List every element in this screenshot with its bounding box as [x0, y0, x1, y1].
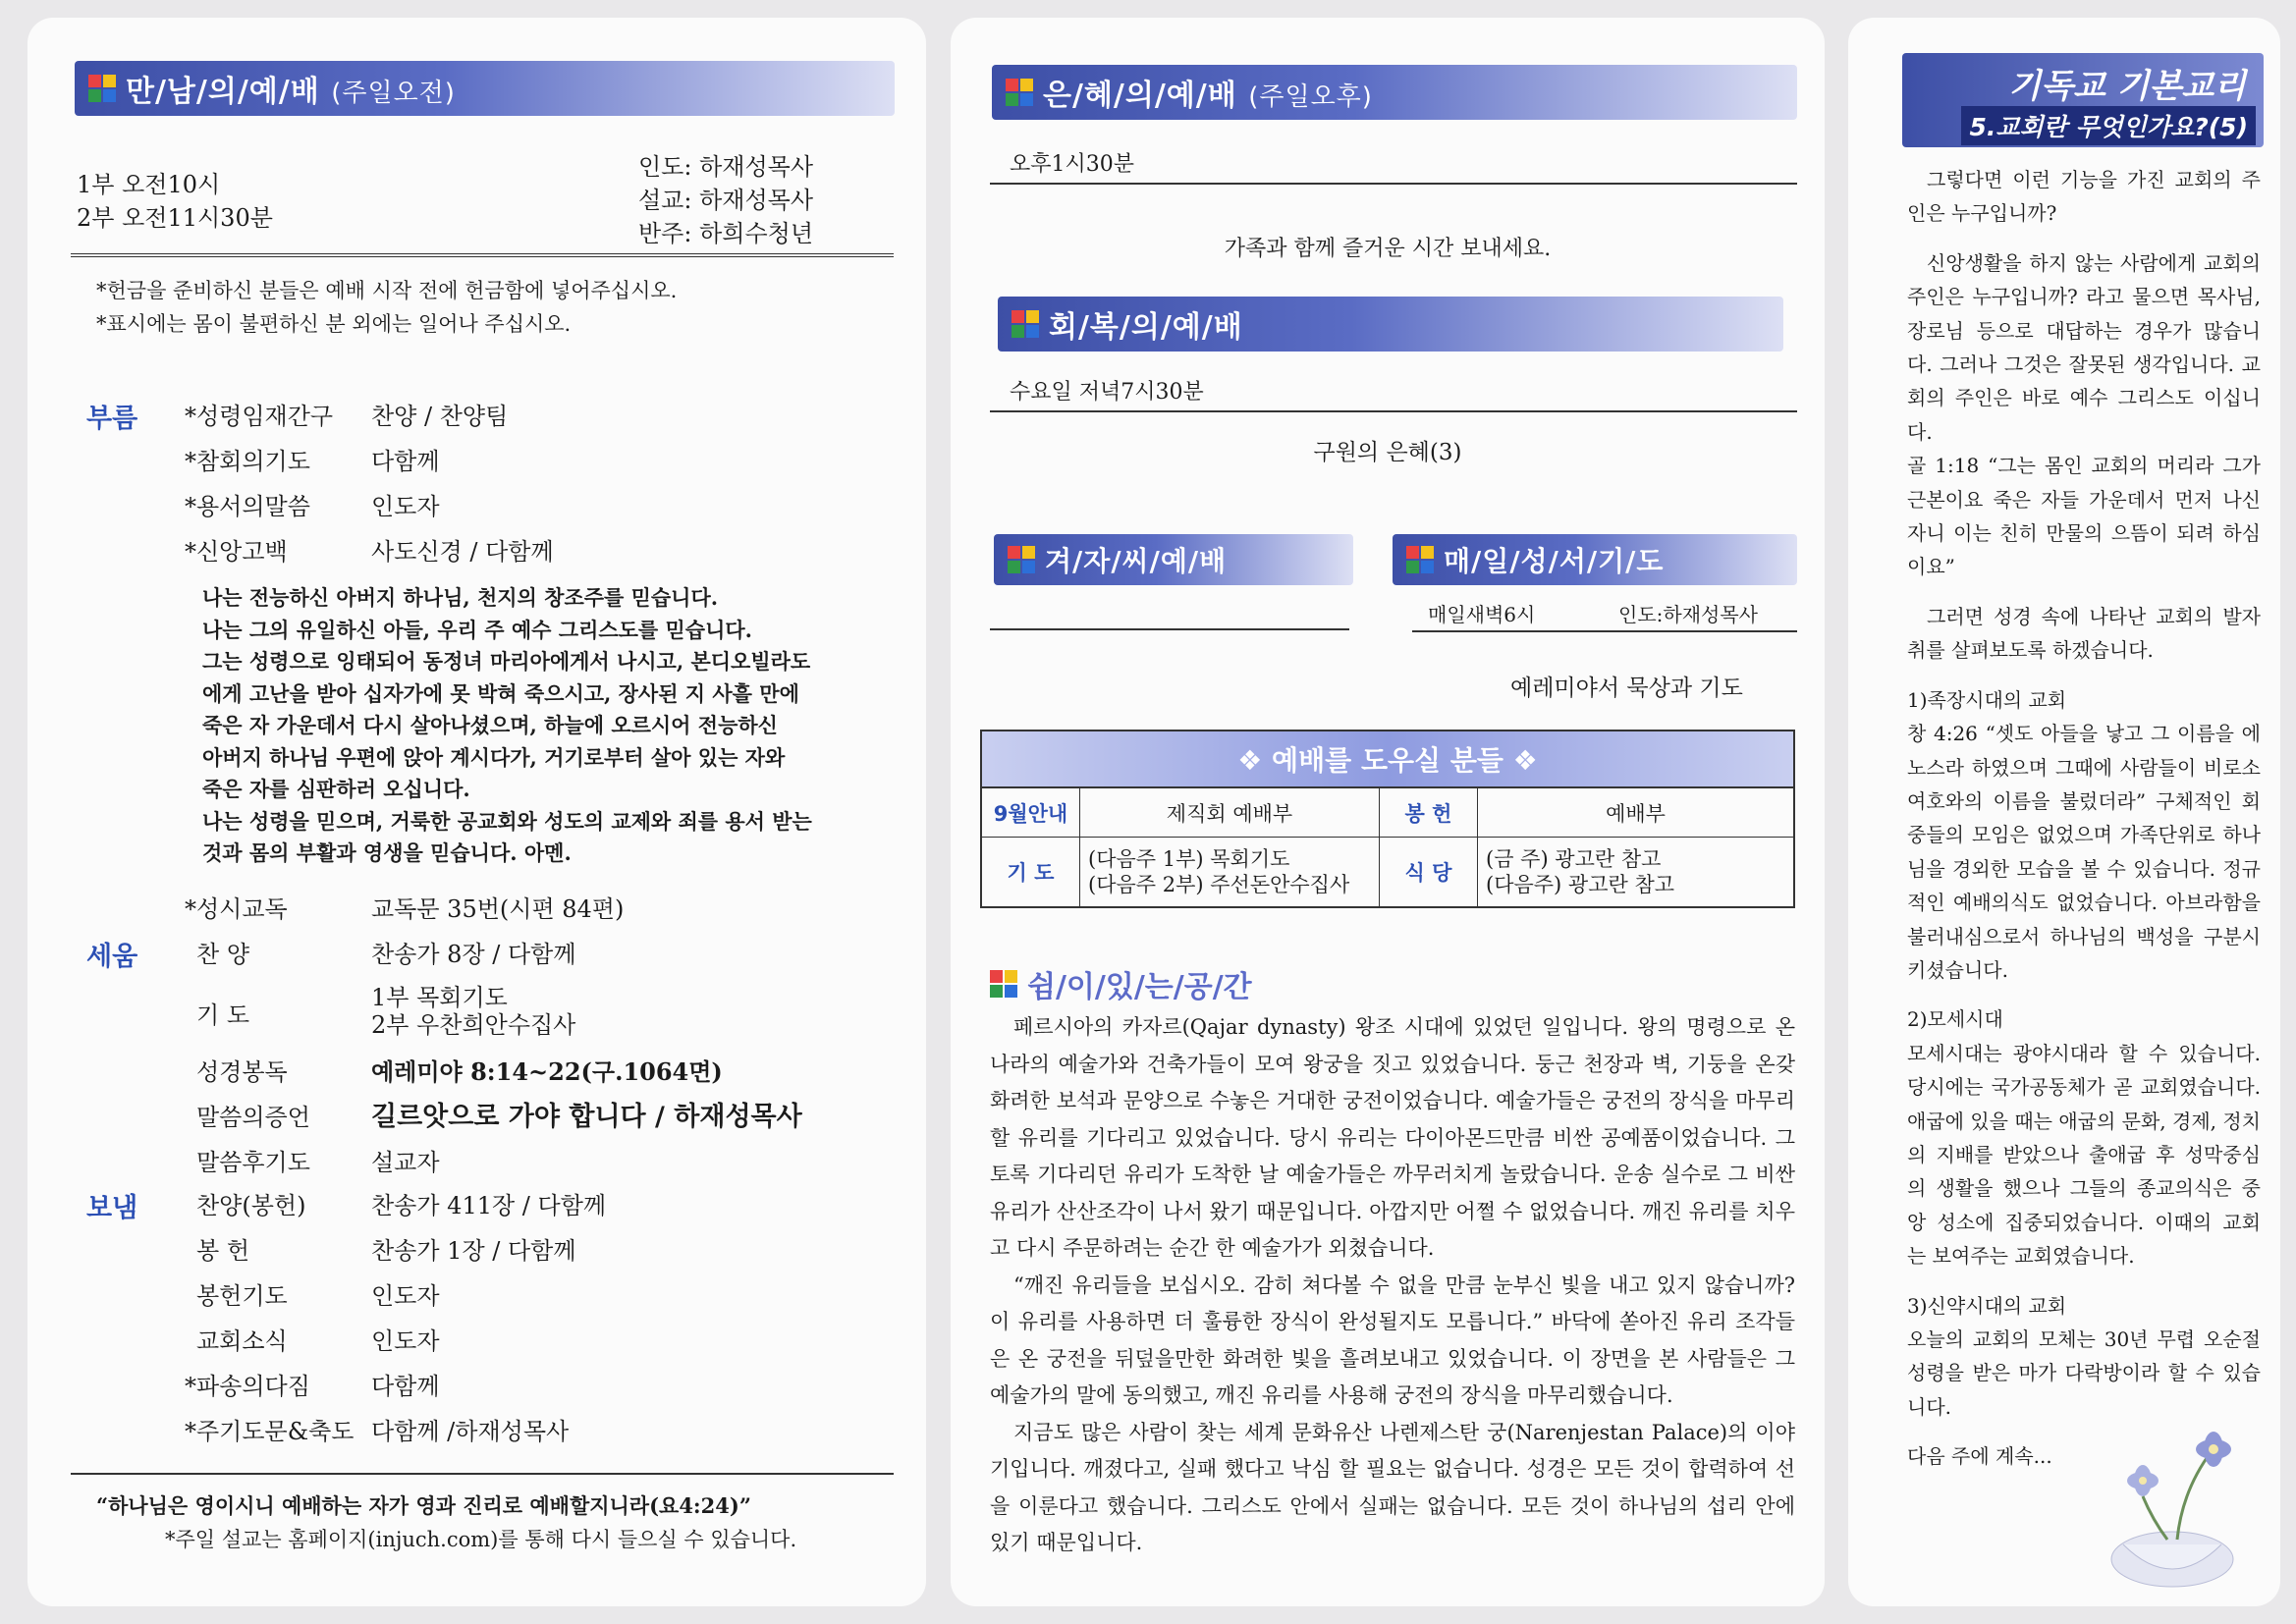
- prayer-label: 기 도: [982, 838, 1080, 906]
- role-accompanist: 반주: 하희수청년: [638, 220, 814, 247]
- doctrine-text: 그렇다면 이런 기능을 가진 교회의 주인은 누구입니까? 신앙생활을 하지 않는 사람에게 교회의 주인은 누구입니까? 라고 물으면 목사님, 장로님 등으로 대답하는 경우가 많습니다. 그러나 그것은 잘못된 생각입니다. 교회의 주인은 바로 예수 그리스도 이십니다. 골 1:18 “그는 몸인 교회의 머리라 그가 근본이요 죽은 자들 가운데서 먼저 나신 자니 이는 친히 만물의 으뜸이 되려 하심이요” 그러면 성경 속에 나타난 교회의 발자취를 살펴보도록 하겠습니다. 1)족장시대의 교회 창 4:26 “셋도 아들을 낳고 그 이름을 에노스라 하였으며 그때에 사람들이 비로소 여호와의 이름을 불렀더라” 구체적인 회중들의 모임은 없었으며 가족단위로 하나님을 경외한 모습을 볼 수 있습니다. 정규적인 예배의식도 없었습니다. 아브라함을 불러내심으로서 하나님의 백성을 구분시키셨습니다. 2)모세시대 모세시대는 광야시대라 할 수 있습니다. 당시에는 국가공동체가 곧 교회였습니다. 애굽에 있을 때는 애굽의 문화, 경제, 정치의 지배를 받았으나 출애굽 후 성막중심의 생활을 했으나 그들의 종교의식은 중앙 성소에 집중되었습니다. 이때의 교회는 보여주는 교회였습니다. 3)신약시대의 교회 오늘의 교회의 모체는 30년 무렵 오순절 성령을 받은 마가 다락방이라 할 수 있습니다. 다음 주에 계속...: [1907, 168, 2261, 1469]
- divider: [71, 1473, 894, 1475]
- four-color-square-icon: [1406, 546, 1434, 573]
- header-title: 만/남/의/예/배: [126, 75, 320, 109]
- mustard-worship-header: [994, 534, 1353, 585]
- divider: [990, 410, 1797, 412]
- flower-vase-illustration: [2084, 1412, 2280, 1598]
- notice-standing: *표시에는 몸이 불편하신 분 외에는 일어나 주십시오.: [96, 312, 572, 336]
- col-header: 예배부: [1606, 801, 1666, 826]
- morning-worship-header: [75, 61, 895, 116]
- helpers-title: ❖ 예배를 도우실 분들 ❖: [982, 731, 1793, 788]
- role-preacher: 설교: 하재성목사: [638, 187, 814, 214]
- divider: [990, 628, 1349, 630]
- recovery-time: 수요일 저녁7시30분: [1010, 380, 1204, 405]
- offering-label: 봉 헌: [1380, 788, 1478, 837]
- header-title: 매/일/성/서/기/도: [1444, 545, 1665, 577]
- section-build: 세움: [86, 942, 138, 972]
- four-color-square-icon: [990, 970, 1017, 998]
- daily-time: 매일새벽6시: [1428, 603, 1536, 626]
- panel-morning-worship: 만/남/의/예/배 (주일오전) 1부 오전10시 2부 오전11시30분 인도: 하재성목사 설교: 하재성목사 반주: 하희수청년 *헌금을 준비하신 분들은 예배 시작 전에 헌금함에 넣어주십시오. *표시에는 몸이 불편하신 분 외에는 일어나 주십시오. 부름 세움 보냄 *성령임재간구 찬양 / 찬양팀 *참회의기도 다함께 *용서의말씀 인도자 *신앙고백 사도신경 / 다함께 나는 전능하신 아버지 하나님, 천지의 창조주를 믿습니다. 나는 그의 유일하신 아들, 우리 주 예수 그리스도를 믿습니다. 그는 성령으로 잉태되어 동정녀 마리아에게서 나시고, 본디오빌라도 에게 고난을 받아 십자가에 못 박혀 죽으시고, 장사된 지 사흘 만에 죽은 자 가운데서 다시 살아나셨으며, 하늘에 오르시어 전능하신 아버지 하나님 우편에 앉아 계시다가, 거기로부터 살아 있는 자와 죽은 자를 심판하러 오십니다. 나는 성령을 믿으며, 거룩한 공교회와 성도의 교제와 죄를 용서 받는 것과 몸의 부활과 영생을 믿습니다. 아멘. *성시교독 교독문 35번(시편 84편) 찬 양 찬송가 8장 / 다함께 기 도 1부 목회기도 2부 우찬희안수집사 성경봉독 예레미야 8:14~22(구.1064면) 말씀의증언 길르앗으로 가야 합니다 / 하재성목사 말씀후기도 설교자 찬양(봉헌) 찬송가 411장 / 다함께 봉 헌 찬송가 1장 / 다함께 봉헌기도 인도자 교회소식 인도자 *파송의다짐 다함께 *주기도문&축도 다함께 /하재성목사 “하나님은 영이시니 예배하는 자가 영과 진리로 예배할지니라(요4:24)” *주일 설교는 홈페이지(injuch.com)를 통해 다시 들으실 수 있습니다.: [27, 18, 926, 1606]
- divider: [990, 183, 1797, 185]
- section-send: 보냄: [86, 1193, 138, 1223]
- footer-sermon-note: *주일 설교는 홈페이지(injuch.com)를 통해 다시 들으실 수 있습니다.: [165, 1528, 797, 1551]
- doctrine-subtitle: 5.교회란 무엇인가요?(5): [1961, 106, 2256, 145]
- doctrine-title: 기독교 기본교리: [2008, 67, 2246, 106]
- header-subtitle: (주일오후): [1248, 82, 1373, 112]
- four-color-square-icon: [88, 75, 116, 102]
- afternoon-text: 가족과 함께 즐거운 시간 보내세요.: [1224, 237, 1552, 261]
- daily-text: 예레미야서 묵상과 기도: [1510, 676, 1743, 701]
- doctrine-header: [1902, 53, 2264, 147]
- rest-space-title: 쉼/이/있/는/공/간: [1027, 970, 1252, 1004]
- meal-cell: (금 주) 광고란 참고 (다음주) 광고란 참고: [1486, 847, 1675, 896]
- story-text: 페르시아의 카자르(Qajar dynasty) 왕조 시대에 있었던 일입니다. 왕의 명령으로 온 나라의 예술가와 건축가들이 모여 왕궁을 짓고 있었습니다. 둥근 천장과 벽, 기둥을 온갖 화려한 보석과 문양으로 수놓은 거대한 궁전이었습니다. 예술가들은 궁전의 장식을 마무리할 유리를 기다리고 있었습니다. 당시 유리는 다이아몬드만큼 비싼 공예품이었습니다. 그토록 기다리던 유리가 도착한 날 예술가들은 까무러치게 놀랐습니다. 운송 실수로 그 비싼 유리가 산산조각이 나서 왔기 때문입니다. 아깝지만 어쩔 수 없었습니다. 깨진 유리를 치우고 다시 주문하려는 순간 한 예술가가 외쳤습니다. “깨진 유리들을 보십시오. 감히 쳐다볼 수 없을 만큼 눈부신 빛을 내고 있지 않습니까? 이 유리를 사용하면 더 훌륭한 장식이 완성될지도 모릅니다.” 바닥에 쏟아진 유리 조각들은 온 궁전을 뒤덮을만한 화려한 빛을 흘려보내고 있었습니다. 이 장면을 본 사람들은 그 예술가의 말에 동의했고, 깨진 유리를 사용해 궁전의 장식을 마무리했습니다. 지금도 많은 사람이 찾는 세계 문화유산 나렌제스탄 궁(Narenjestan Palace)의 이야기입니다. 깨졌다고, 실패 했다고 낙심 할 필요는 없습니다. 성경은 모든 것이 합력하여 선을 이룬다고 했습니다. 그리스도 안에서 실패는 없습니다. 모든 것이 하나님의 섭리 안에 있기 때문입니다.: [990, 1015, 1795, 1554]
- role-leader: 인도: 하재성목사: [638, 153, 814, 181]
- section-call: 부름: [86, 404, 138, 434]
- time-2: 2부 오전11시30분: [77, 204, 273, 232]
- rest-space-header: [990, 962, 1252, 1005]
- helpers-table: [980, 730, 1795, 908]
- recovery-worship-header: [998, 297, 1783, 352]
- panel-other-services: [951, 18, 1825, 1606]
- meal-label: 식 당: [1380, 838, 1478, 906]
- divider: [1412, 630, 1797, 632]
- four-color-square-icon: [1006, 79, 1033, 106]
- panel-doctrine: [1848, 18, 2280, 1606]
- daily-prayer-header: [1393, 534, 1797, 585]
- divider: [71, 253, 894, 257]
- daily-leader: 인도:하재성목사: [1618, 603, 1758, 626]
- prayer-cell: (다음주 1부) 목회기도 (다음주 2부) 주선돈안수집사: [1080, 838, 1380, 906]
- header-title: 회/복/의/예/배: [1049, 310, 1243, 345]
- four-color-square-icon: [1008, 546, 1035, 573]
- afternoon-worship-header: [992, 65, 1797, 120]
- header-subtitle: (주일오전): [331, 79, 456, 108]
- apostles-creed: 나는 전능하신 아버지 하나님, 천지의 창조주를 믿습니다. 나는 그의 유일하신 아들, 우리 주 예수 그리스도를 믿습니다. 그는 성령으로 잉태되어 동정녀 마리아에게서 나시고, 본디오빌라도 에게 고난을 받아 십자가에 못 박혀 죽으시고, 장사된 지 사흘 만에 죽은 자 가운데서 다시 살아나셨으며, 하늘에 오르시어 전능하신 아버지 하나님 우편에 앉아 계시다가, 거기로부터 살아 있는 자와 죽은 자를 심판하러 오십니다. 나는 성령을 믿으며, 거룩한 공교회와 성도의 교제와 죄를 용서 받는 것과 몸의 부활과 영생을 믿습니다. 아멘.: [202, 585, 812, 865]
- header-title: 겨/자/씨/예/배: [1045, 545, 1228, 577]
- notice-offering: *헌금을 준비하신 분들은 예배 시작 전에 헌금함에 넣어주십시오.: [96, 279, 678, 302]
- table-row: [982, 838, 1793, 906]
- recovery-text: 구원의 은혜(3): [1313, 440, 1462, 465]
- table-row: [982, 788, 1793, 838]
- afternoon-time: 오후1시30분: [1010, 152, 1134, 177]
- month-label: 9월안내: [982, 788, 1080, 837]
- four-color-square-icon: [1011, 310, 1039, 338]
- footer-verse: “하나님은 영이시니 예배하는 자가 영과 진리로 예배할지니라(요4:24)”: [96, 1493, 751, 1518]
- time-1: 1부 오전10시: [77, 171, 221, 198]
- col-header: 제직회 예배부: [1080, 788, 1380, 837]
- header-title: 은/혜/의/예/배: [1043, 79, 1237, 113]
